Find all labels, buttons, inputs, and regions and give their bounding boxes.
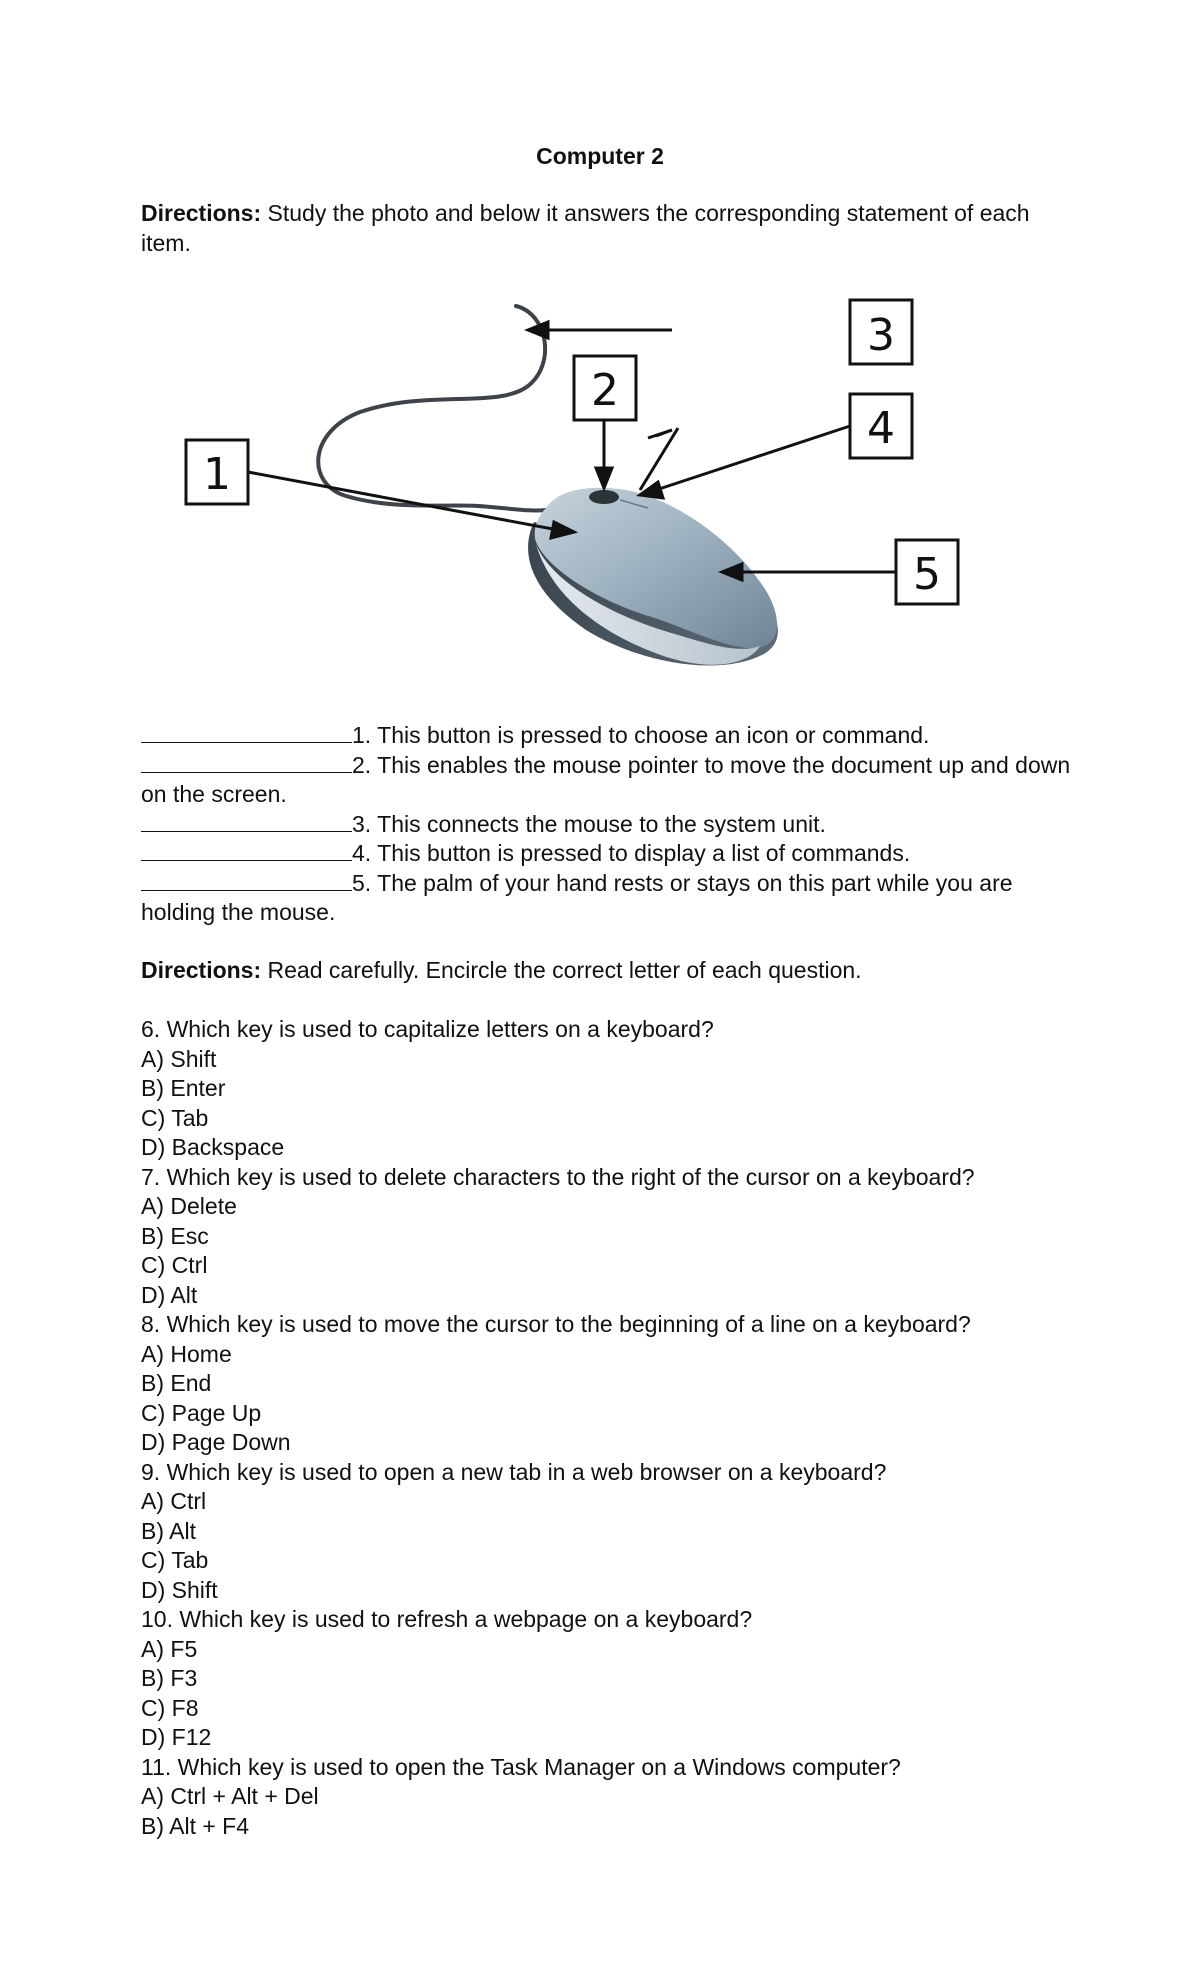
callout-label-4: 4 — [867, 403, 895, 454]
answer-blank[interactable] — [141, 869, 352, 891]
question-text: 10. Which key is used to refresh a webpage on a keyboard? — [141, 1606, 753, 1632]
option[interactable]: D) Page Down — [141, 1429, 291, 1455]
list-item: 4. This button is pressed to display a list of commands. — [141, 839, 1071, 869]
callout-label-2: 2 — [591, 365, 619, 416]
option[interactable]: B) F3 — [141, 1665, 198, 1691]
question-text: 6. Which key is used to capitalize letters on a keyboard? — [141, 1016, 714, 1042]
list-item: 5. The palm of your hand rests or stays on this part while you are holding the mouse. — [141, 869, 1013, 925]
option[interactable]: D) Shift — [141, 1576, 218, 1603]
question-text: 9. Which key is used to open a new tab in a web browser on a keyboard? — [141, 1458, 887, 1485]
option[interactable]: A) Home — [141, 1340, 232, 1367]
directions-text: Read carefully. Encircle the correct letter of each question. — [261, 957, 862, 983]
mouse-cable — [318, 306, 546, 511]
option[interactable]: D) F12 — [141, 1724, 212, 1750]
callout-label-5: 5 — [913, 549, 941, 600]
directions-2 — [141, 956, 1071, 986]
answer-blank[interactable] — [141, 721, 352, 743]
callout-label-1: 1 — [203, 449, 231, 500]
option[interactable]: B) Esc — [141, 1222, 209, 1249]
option[interactable]: C) Tab — [141, 1547, 209, 1573]
questions-list — [141, 1015, 1071, 1841]
option[interactable]: B) End — [141, 1370, 212, 1396]
directions-label: Directions: — [141, 957, 262, 983]
option[interactable]: B) Alt + F4 — [141, 1812, 250, 1839]
option[interactable]: C) Ctrl — [141, 1252, 208, 1278]
scroll-wheel — [589, 490, 619, 504]
answer-blank[interactable] — [141, 810, 352, 832]
question-text: 11. Which key is used to open the Task Manager on a Windows computer? — [141, 1753, 901, 1780]
list-item: 3. This connects the mouse to the system unit. — [141, 810, 1071, 840]
answer-blank[interactable] — [141, 839, 352, 861]
option[interactable]: C) Page Up — [141, 1399, 262, 1426]
list-item: 2. This enables the mouse pointer to move the document up and down on the screen. — [141, 751, 1071, 807]
question-text: 7. Which key is used to delete characters to the right of the cursor on a keyboard? — [141, 1163, 975, 1190]
option[interactable]: A) F5 — [141, 1635, 198, 1662]
option[interactable]: B) Enter — [141, 1075, 226, 1101]
option[interactable]: A) Ctrl + Alt + Del — [141, 1783, 319, 1809]
directions-1 — [141, 199, 1071, 258]
option[interactable]: C) Tab — [141, 1104, 209, 1131]
directions-text: Study the photo and below it answers the corresponding statement of each item. — [141, 200, 1030, 256]
directions-label: Directions: — [141, 200, 262, 226]
page-title: Computer 2 — [536, 143, 664, 169]
fill-in-items — [141, 721, 1071, 928]
option[interactable]: A) Delete — [141, 1193, 237, 1219]
question-text: 8. Which key is used to move the cursor to the beginning of a line on a keyboard? — [141, 1311, 971, 1337]
mouse-diagram — [178, 294, 998, 696]
option[interactable]: C) F8 — [141, 1694, 199, 1721]
option[interactable]: B) Alt — [141, 1517, 196, 1544]
list-item: 1. This button is pressed to choose an icon or command. — [141, 721, 1071, 751]
option[interactable]: D) Alt — [141, 1281, 198, 1308]
answer-blank[interactable] — [141, 751, 352, 773]
option[interactable]: A) Ctrl — [141, 1488, 207, 1514]
option[interactable]: D) Backspace — [141, 1134, 285, 1160]
callout-label-3: 3 — [867, 310, 895, 361]
option[interactable]: A) Shift — [141, 1045, 217, 1072]
